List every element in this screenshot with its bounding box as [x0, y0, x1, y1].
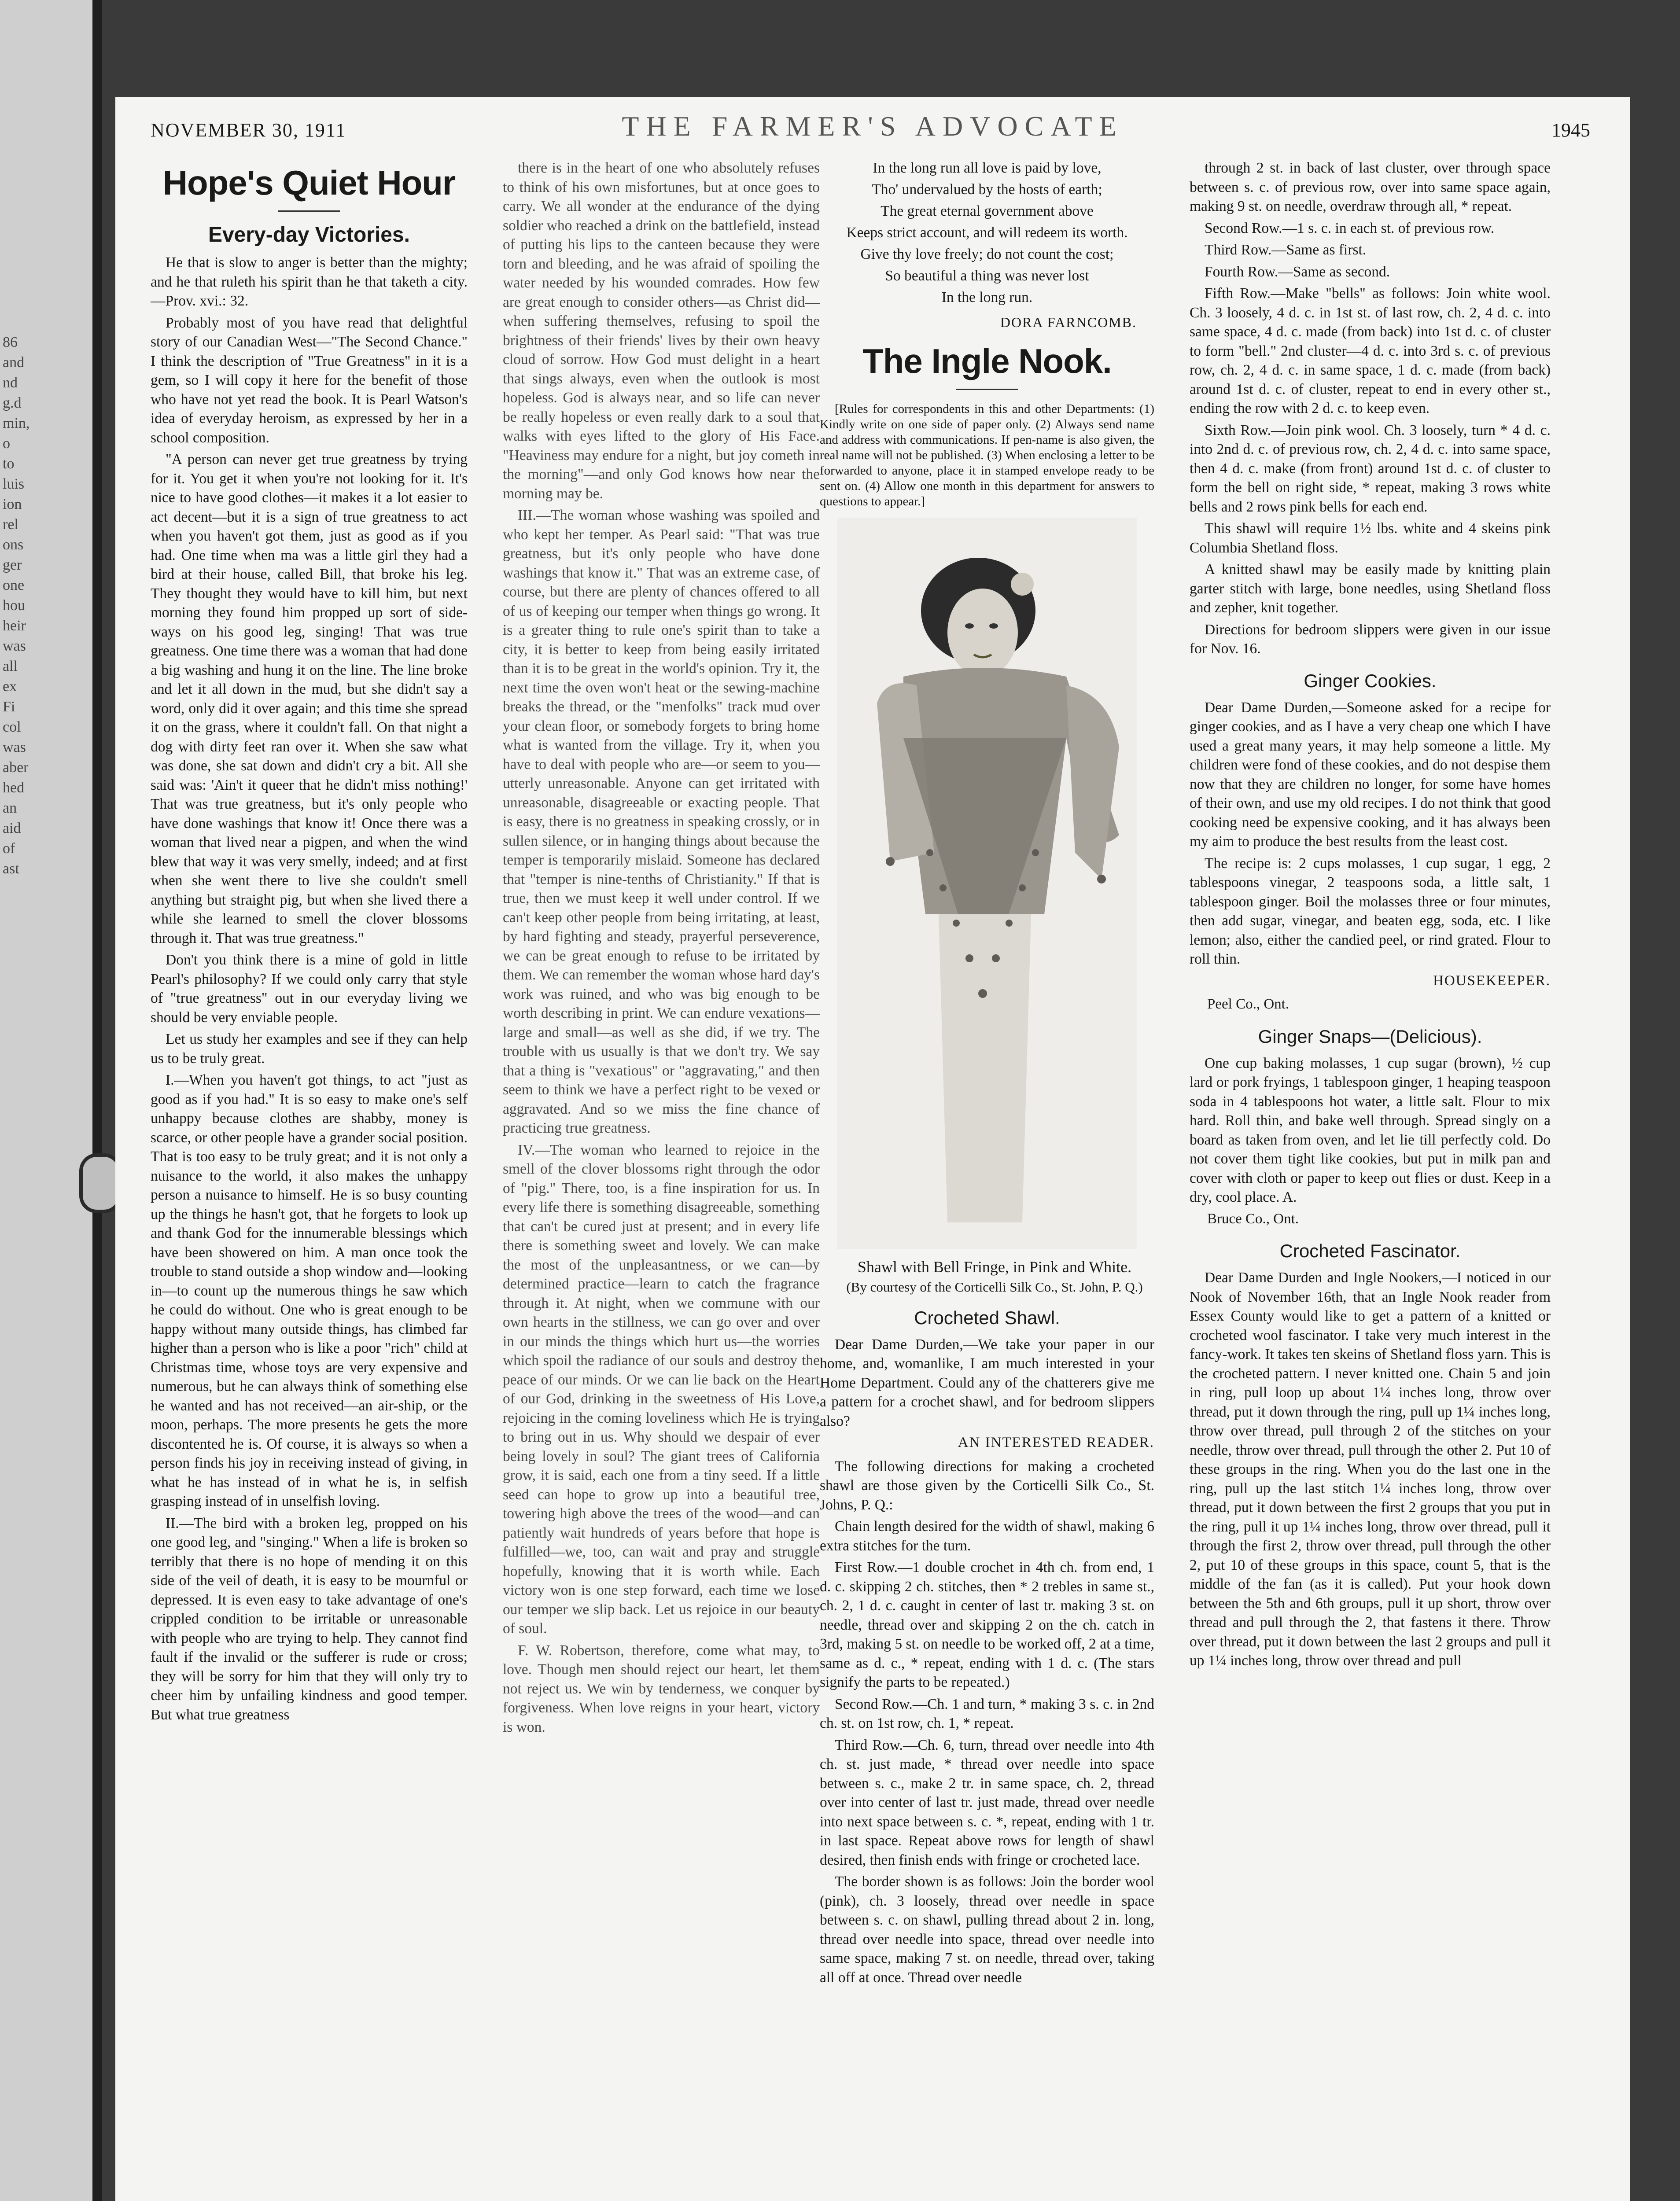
- paragraph: He that is slow to anger is better than the mighty; and he that ruleth his spirit than he that taketh a city.—Prov. xvi.: 32.: [151, 254, 468, 309]
- article-body: [151, 253, 468, 1724]
- facing-page-fragment: col: [3, 719, 21, 735]
- paragraph: IV.—The woman who learned to rejoice in the smell of the clover blossoms right through the odor of "pig." There, too, is a fine inspiration for us. In every life there is something disagreeable, something that can't be cured just at present; and in every life there is something sweet and lovely. We can make the most of the unpleasantness, or we can—by determined practice—learn to catch the fragrance through it. At night, when we commune with our own hearts in the stillness, we can go over and over in our minds the things which hurt us—the worries which spoil the radiance of our souls and destroy the peace of our minds. Or we can lie back on the Heart of our God, drinking in the sweetness of His Love, rejoicing in the coming loveliness which He is trying to bring out in us. Why should we despair of ever being lovely in soul? The giant trees of California grow, it is said, each one from a tiny seed. If a little seed can hope to grow up into a beautiful tree, towering high above the trees of the wood—and can patiently wait hundreds of years before that hope is fulfilled—we, too, can wait and pray and struggle hopefully, knowing that it is worth while. Each victory won is one step forward, each time we lose our temper we slip back. Let us rejoice in our beauty of soul.: [503, 1141, 820, 1637]
- paragraph: F. W. Robertson, therefore, come what may, to love. Though men should reject our heart, let them not reject us. We win by tenderness, we conquer by forgiveness. When love reigns in your heart, victory is won.: [503, 1642, 820, 1735]
- column-ingle-nook: [820, 158, 1154, 2201]
- facing-page-fragment: ger: [3, 557, 22, 573]
- facing-page-fragment: Fi: [3, 699, 15, 715]
- facing-page-fragment: an: [3, 800, 17, 816]
- letter-location: Peel Co., Ont.: [1207, 996, 1289, 1012]
- paragraph: The recipe is: 2 cups molasses, 1 cup sugar, 1 egg, 2 tablespoons vinegar, 2 teaspoons soda, a little salt, 1 tablespoon ginger. Boil the molasses three or four minutes, then add sugar, vinegar, and beaten egg, soda, etc. I like lemon; also, either the candied peel, or rind grated. Flour to roll thin.: [1190, 855, 1551, 967]
- facing-page-fragment: ons: [3, 537, 24, 553]
- paragraph: I.—When you haven't got things, to act "just as good as if you had." It is so easy to make one's self unhappy because clothes are shabby, money is scarce, or other people have a grander social position. That is too easy to be truly great; and it is not only a nuisance to the world, it also makes the unhappy person a nuisance to himself. He is so busy counting up the things he hasn't got, that he forgets to look up and thank God for the innumerable blessings which have been showered on him. A man once took the trouble to stand outside a shop window and—looking in—to count up the numerous things he saw which he could do without. One who is great enough to be happy without many outside things, has climbed far higher than a person who is like a poor "rich" child at Christmas time, whose toys are very expensive and numerous, but he can always think of something else he wanted and has not received—an air-ship, or the moon, perhaps. The more presents he gets the more discontented he is. Of course, it is always so when a person finds his joy in receiving instead of giving, in what he has instead of in what he is, in selfish grasping instead of in unselfish loving.: [151, 1072, 468, 1509]
- facing-page-fragment: to: [3, 456, 15, 472]
- facing-page-fragment: g.d: [3, 395, 22, 411]
- paragraph: Third Row.—Same as first.: [1205, 242, 1367, 258]
- poem-author: DORA FARNCOMB.: [1000, 314, 1137, 330]
- paragraph: Chain length desired for the width of shawl, making 6 extra stitches for the turn.: [820, 1518, 1154, 1554]
- facing-page-fragment: ex: [3, 679, 17, 695]
- paragraph: Sixth Row.—Join pink wool. Ch. 3 loosely, turn * 4 d. c. into 2nd d. c. of previous row, ch. 2, 4 d. c. into same space, then 4 d. c. make (from front) around 1st d. c. of cluster to form the bell on right side, * repeat, making 3 rows white bells and 2 rows pink bells for each end.: [1190, 422, 1551, 515]
- paragraph: there is in the heart of one who absolutely refuses to think of his own misfortunes, but at once goes to carry. We all wonder at the endurance of the dying soldier who reached a drink on the battlefield, instead of putting his lips to the canteen because they were torn and bleeding, and he was afraid of spoiling the water needed by his wounded comrades. How few are great enough to consider others—as Christ did—when suffering themselves, refusing to spoil the brightness of their friends' lives by their own heavy cloud of sorrow. How God must delight in a heart that sings always, even when the outlook is most hopeless. God is always near, and so life can never be really hopeless or even really dark to a soul that walks with eyes lifted to the glory of His Face. "Heaviness may endure for a night, but joy cometh in the morning"—and only God knows how near the morning may be.: [503, 160, 820, 502]
- article-subtitle: Crocheted Shawl.: [914, 1307, 1060, 1328]
- facing-page-fragment: nd: [3, 375, 18, 391]
- paragraph: The following directions for making a crocheted shawl are those given by the Corticelli Silk Co., St. Johns, P. Q.:: [820, 1458, 1154, 1513]
- paragraph: First Row.—1 double crochet in 4th ch. from end, 1 d. c. skipping 2 ch. stitches, then * 2 trebles in same st., ch. 2, 1 d. c. caught in center of last tr. making 3 st. on needle, thread over and skipping 2 on the ch. catch in 3rd, making 5 st. on needle to be worked off, 2 at a time, same as d. c., * repeat, ending with 1 d. c. (The stars signify the parts to be repeated.): [820, 1559, 1154, 1690]
- section-title: The Ingle Nook.: [862, 341, 1112, 380]
- correspondence-rules: [Rules for correspondents in this and other Departments: (1) Kindly write on one side of paper only. (2) Always send name and address with communications. If pen-name is also given, the real name will not be published. (3) When enclosing a letter to be forwarded to anyone, place it in stamped envelope ready to be sent on. (4) Allow one month in this department for answers to questions to appear.]: [820, 401, 1154, 508]
- issue-date: NOVEMBER 30, 1911: [151, 119, 346, 141]
- paragraph: Don't you think there is a mine of gold in little Pearl's philosophy? If we could only carry that style of "true greatness" out in our everyday living we should be very enviable people.: [151, 952, 468, 1026]
- newspaper-page: [115, 97, 1630, 2201]
- masthead: THE FARMER'S ADVOCATE: [622, 110, 1124, 142]
- verse-line: The great eternal government above: [881, 203, 1094, 219]
- paragraph: Directions for bedroom slippers were given in our issue for Nov. 16.: [1190, 621, 1551, 657]
- verse-line: So beautiful a thing was never lost: [885, 268, 1089, 284]
- facing-page-fragment: heir: [3, 618, 26, 634]
- paragraph: Second Row.—1 s. c. in each st. of previous row.: [1205, 220, 1495, 236]
- facing-page-fragment: ast: [3, 861, 19, 877]
- paragraph: Third Row.—Ch. 6, turn, thread over needle into 4th ch. st. just made, * thread over needle into space between s. c., make 2 tr. in same space, ch. 2, thread over into center of last tr. just made, thread over needle into next space between s. c. *, repeat, ending with 1 tr. in last space. Repeat above rows for length of shawl desired, then finish ends with fringe or crocheted lace.: [820, 1737, 1154, 1868]
- article-subtitle: Ginger Snaps—(Delicious).: [1258, 1026, 1482, 1047]
- paragraph: A knitted shawl may be easily made by knitting plain garter stitch with large, bone needles, using Shetland floss and zepher, knit together.: [1190, 561, 1551, 616]
- facing-page-fragment: and: [3, 355, 25, 371]
- verse-line: In the long run.: [941, 289, 1033, 305]
- facing-page-fragment: 86: [3, 335, 18, 350]
- article-subtitle: Every-day Victories.: [208, 223, 410, 247]
- facing-page-fragment: o: [3, 436, 10, 452]
- letter-signature: AN INTERESTED READER.: [958, 1435, 1154, 1450]
- verse-line: Tho' undervalued by the hosts of earth;: [872, 181, 1102, 198]
- page-number: 1945: [1551, 119, 1590, 141]
- letter: Dear Dame Durden,—We take your paper in our home, and, womanlike, I am much interested in your Home Department. Could any of the chatterers give me a pattern for a crochet shawl, and for bedroom slippers also?: [820, 1336, 1154, 1429]
- photo-credit: (By courtesy of the Corticelli Silk Co., St. John, P. Q.): [846, 1279, 1143, 1295]
- paragraph: This shawl will require 1½ lbs. white and 4 skeins pink Columbia Shetland floss.: [1190, 520, 1551, 556]
- column-recipes: [1190, 158, 1551, 2201]
- facing-page-fragment: hou: [3, 598, 25, 614]
- verse-line: In the long run all love is paid by love,: [873, 160, 1102, 176]
- facing-page-fragment: rel: [3, 517, 18, 533]
- paragraph: through 2 st. in back of last cluster, over through space between s. c. of previous row, over into same space again, making 9 st. on needle, overdraw through all, * repeat.: [1190, 160, 1551, 214]
- divider: [956, 389, 1018, 390]
- verse-line: Keeps strict account, and will redeem its worth.: [846, 225, 1128, 241]
- poem: [820, 158, 1154, 307]
- facing-page-edge: [0, 0, 102, 2201]
- column-hopes-quiet-hour: [151, 158, 468, 2201]
- paragraph: Dear Dame Durden and Ingle Nookers,—I noticed in our Nook of November 16th, that an Ingle Nook reader from Essex County would like to get a pattern of a knitted or crocheted wool fascinator. I take very much interest in the fancy-work. It takes ten skeins of Shetland floss yarn. This is the crocheted pattern. I never knitted one. Chain 5 and join in ring, pull loop up about 1¼ inches long, throw over thread, put it down through the ring, pull up 1¼ inches long, throw over thread, pull through 2 of the stitches on your needle, throw over thread, pull through the other 2. Put 10 of these groups in the ring. When you do the last one in the ring, pull up the last stitch 1¼ inches long, throw over thread, put it down between the first 2 groups that you put in the ring, pull it up 1¼ inches long, throw over thread, pull it through the first 2, throw over thread, pull through the other 2, put 10 of these groups in this space, count 5, that is the middle of the fan (as it is called). Put your hook down between the 5th and 6th groups, pull it up short, throw over thread and pull through the 2, that fastens it there. Throw over thread, put it down between the last 2 groups and pull it up 1¼ inches long, throw over thread and pull: [1190, 1270, 1551, 1669]
- verse-line: Give thy love freely; do not count the cost;: [860, 246, 1114, 262]
- paragraph: Dear Dame Durden,—Someone asked for a recipe for ginger cookies, and as I have a very cheap one which I have used a great many years, it may help someone a little. My children were fond of these cookies, and do not despise them now that they are children no longer, for some have homes of their own, and use my old recipes. I do not think that good cooking need be expensive cooking, and it has always been my aim to produce the best results from the least cost.: [1190, 699, 1551, 850]
- paragraph: Fourth Row.—Same as second.: [1205, 263, 1390, 280]
- paragraph: The border shown is as follows: Join the border wool (pink), ch. 3 loosely, thread over needle in space between s. c. on shawl, pulling thread about 2 in. long, thread over needle into space, thread over needle into same space, making 7 st. on needle, thread over, taking all off at once. Thread over needle: [820, 1873, 1154, 1986]
- section-title: Hope's Quiet Hour: [162, 163, 456, 202]
- woman-in-shawl-illustration: [837, 518, 1137, 1249]
- column-continued: [503, 158, 820, 2201]
- article-subtitle: Crocheted Fascinator.: [1279, 1240, 1461, 1261]
- divider: [278, 210, 340, 212]
- article-subtitle: Ginger Cookies.: [1304, 670, 1437, 691]
- paragraph: "A person can never get true greatness by trying for it. You get it when you're not looking for it. It's nice to have good clothes—it makes it a lot easier to act decent—but it is a sign of true greatness to act when you haven't got them, just as good as if you had. One time when ma was a little girl they had a bird at their house, called Bill, that broke his leg. They thought they would have to kill him, but next morning they found him propped up sort of side-ways on his good leg, singing! That was true greatness. One time there was a woman that had done a big washing and hung it on the line. The line broke and let it all down in the mud, but she didn't say a word, only did it over again; and this time she spread it on the grass, where it couldn't fall. On that night a dog with dirty feet ran over it. When she saw what was done, she sat down and didn't cry a bit. All she said was: 'Ain't it queer that he didn't miss nothing!' That was true greatness, but it's only people who have done washings that know it! Once there was a woman that lived near a pigpen, and when the wind blew that way it was very smelly, indeed; and at first when she went there to live she couldn't smell anything but straight pig, but when she lived there a while she learned to smell the clover blossoms through it. That was true greatness.": [151, 451, 468, 946]
- page-header: [115, 97, 1630, 150]
- shawl-photo: [837, 518, 1137, 1249]
- paragraph: Let us study her examples and see if they can help us to be truly great.: [151, 1031, 468, 1067]
- facing-page-fragment: aid: [3, 821, 21, 836]
- paragraph: Second Row.—Ch. 1 and turn, * making 3 s. c. in 2nd ch. st. on 1st row, ch. 1, * repeat.: [820, 1696, 1154, 1731]
- paragraph: Fifth Row.—Make "bells" as follows: Join white wool. Ch. 3 loosely, 4 d. c. in 1st st. of last row, ch. 2, 4 d. c. into same space, 4 d. c. made (from back) into 1st d. c. of cluster to form "bell." 2nd cluster—4 d. c. into 3rd s. c. of previous row, ch. 2, 4 d. c. in same space, 1 d. c. made (from back) around 1st d. c. of cluster, repeat to end in every other st., ending the row with 2 d. c. to keep even.: [1190, 285, 1551, 416]
- facing-page-fragment: hed: [3, 780, 25, 796]
- facing-page-fragment: ion: [3, 497, 22, 512]
- photo-caption: Shawl with Bell Fringe, in Pink and White.: [857, 1258, 1132, 1276]
- letter-location: Bruce Co., Ont.: [1207, 1211, 1299, 1227]
- facing-page-fragment: min,: [3, 416, 30, 431]
- facing-page-fragment: aber: [3, 760, 29, 776]
- facing-page-fragment: all: [3, 659, 18, 674]
- letter-signature: HOUSEKEEPER.: [1433, 972, 1551, 989]
- facing-page-fragment: was: [3, 638, 26, 654]
- paragraph: II.—The bird with a broken leg, propped on his one good leg, and "singing." When a life is broken so terribly that there is no hope of mending it on this side of the veil of death, it is easy to be mournful or depressed. It is even easy to take advantage of one's crippled condition to be irritable or unreasonable with people who are trying to help. They cannot find fault if the invalid or the sufferer is rude or cross; they will be sorry for him that they will only try to cheer him by unfailing kindness and good temper. But what true greatness: [151, 1515, 468, 1723]
- facing-page-fragment: was: [3, 740, 26, 755]
- facing-page-fragment: of: [3, 841, 15, 857]
- paragraph: III.—The woman whose washing was spoiled and who kept her temper. As Pearl said: "That was true greatness, but it's only people who have done washings that know it." That was an extreme case, of course, but there are plenty of chances offered to all of us of keeping our temper when things go wrong. It is a greater thing to rule one's spirit than to take a city, it is better to keep from being easily irritated than it is to be great in the world's opinion. Try it, the next time the oven won't heat or the sewing-machine breaks the thread, or the "menfolks" track mud over your clean floor, or somebody forgets to bring home what is wanted from the village. Try it, when you have to deal with people who are—or seem to you—utterly unreasonable. Anyone can get irritated with unreasonable, disagreeable or exacting people. That is easy, there is no greatness in speaking crossly, or in sullen silence, or in hanging things about because the temper is temporarily mislaid. Someone has declared that "temper is nine-tenths of Christianity." If that is true, then we must keep it well under control. If we can't keep other people from being irritating, at least, by hard fighting and steady, prayerful perseverence, we can be great enough to refuse to be irritated by them. We can remember the woman whose hard day's work was ruined, and who was big enough to be worth describing in print. We can endure vexations—large and small—as well as she did, if we try. The trouble with us usually is that we don't try. We say that a thing is "vexatious" or "aggravating," and then seem to think we have a perfect right to be vexed or aggravated. And so we miss the fine chance of practicing true greatness.: [503, 507, 820, 1136]
- paragraph: Probably most of you have read that delightful story of our Canadian West—"The Second Chance." I think the description of "True Greatness" in it is a gem, so I will copy it here for the benefit of those who have not yet read the book. It is Pearl Watson's idea of everyday heroism, as expressed by her in a school composition.: [151, 314, 468, 446]
- facing-page-fragment: one: [3, 578, 25, 593]
- facing-page-fragment: luis: [3, 476, 25, 492]
- paragraph: One cup baking molasses, 1 cup sugar (brown), ½ cup lard or pork fryings, 1 tablespoon ginger, 1 heaping teaspoon soda in 4 tablespoons hot water, a little salt. Flour to mix hard. Roll thin, and bake well through. Spread singly on a board as taken from oven, and let lie till perfectly cold. Do not cover them tight like cookies, but put in milk pan and cover with cloth or paper to keep out flies or dust. Keep in a dry, cool place. A.: [1190, 1055, 1551, 1205]
